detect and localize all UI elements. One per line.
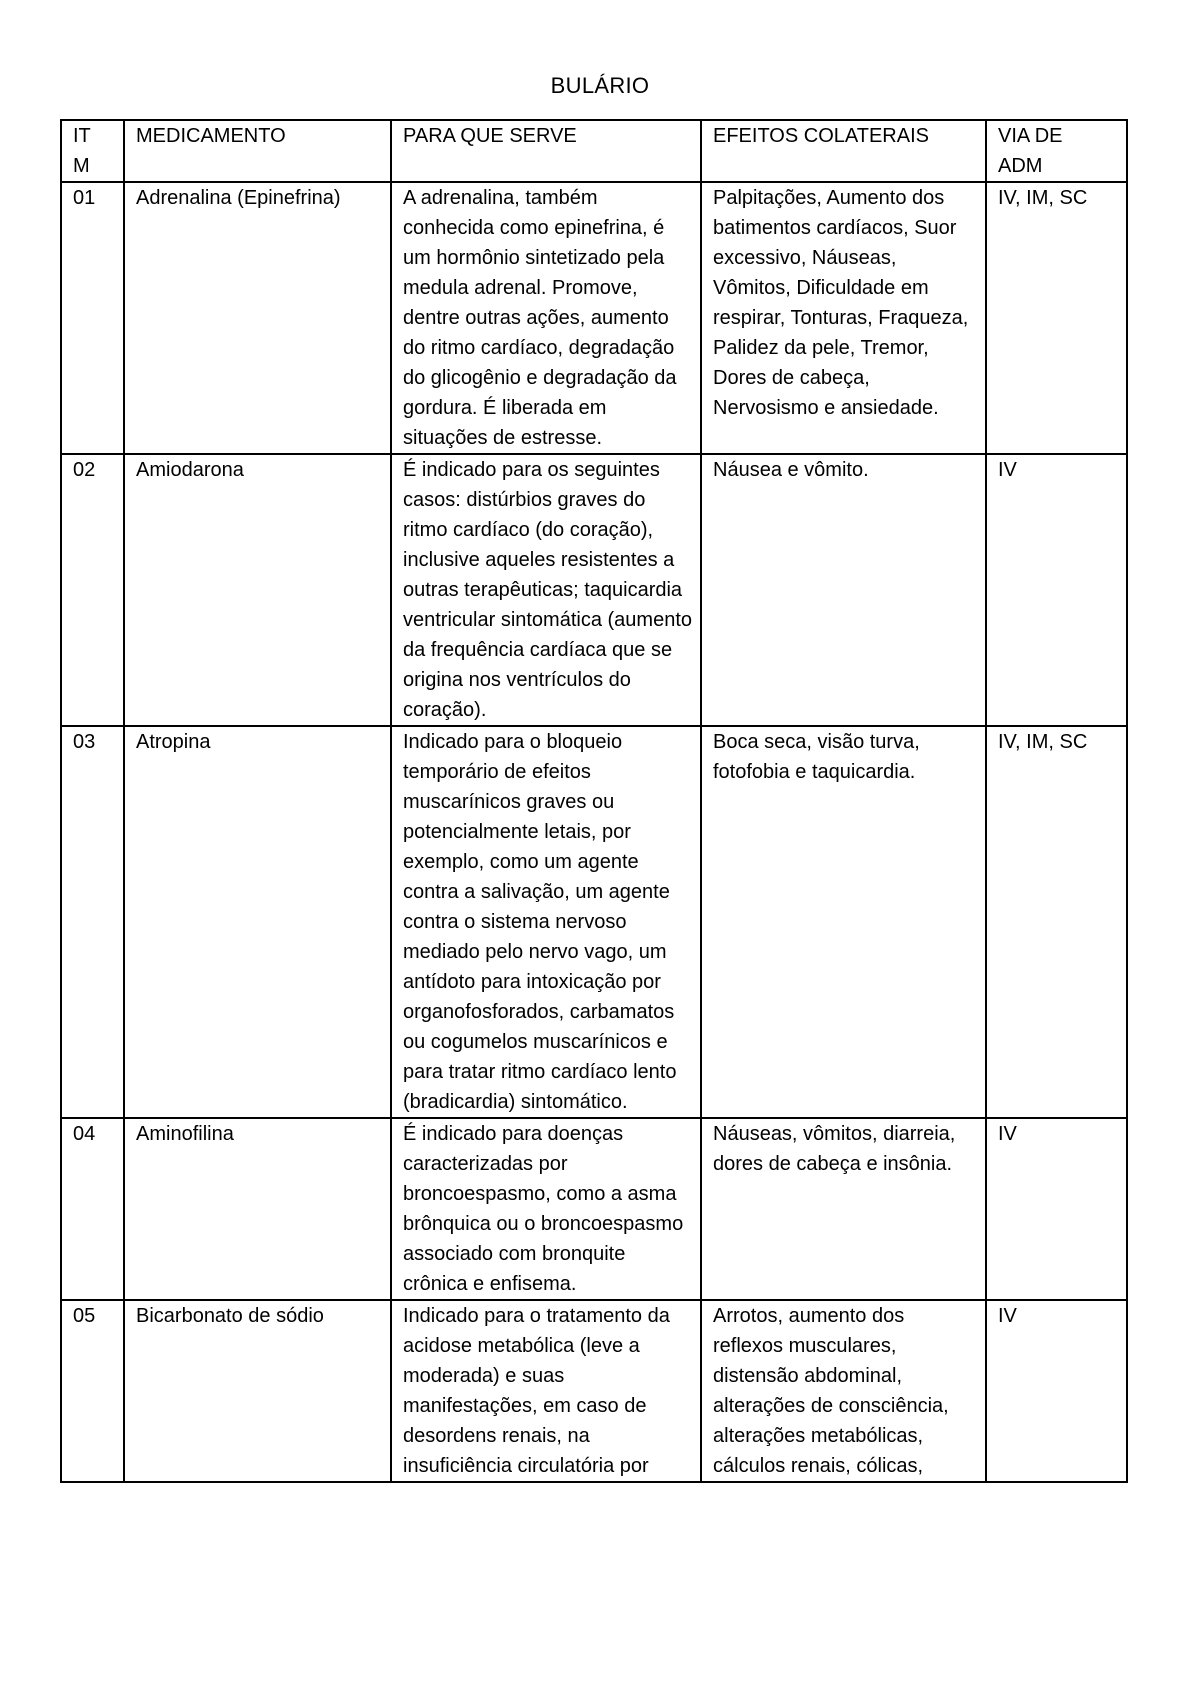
cell-medicamento: Atropina: [124, 726, 391, 1118]
cell-itm: 02: [61, 454, 124, 726]
cell-medicamento: Amiodarona: [124, 454, 391, 726]
cell-itm: 05: [61, 1300, 124, 1482]
table-row: [61, 182, 1127, 454]
cell-efeitos-colaterais: Náusea e vômito.: [701, 454, 986, 726]
cell-itm: 04: [61, 1118, 124, 1300]
page-title: BULÁRIO: [550, 73, 650, 98]
cell-efeitos-colaterais: Arrotos, aumento dos reflexos musculares, distensão abdominal, alterações de consciência, alterações metabólicas, cálculos renais, cólicas,: [701, 1300, 986, 1482]
cell-via: IV: [986, 454, 1127, 726]
cell-efeitos-colaterais: Boca seca, visão turva, fotofobia e taquicardia.: [701, 726, 986, 1118]
cell-itm: 03: [61, 726, 124, 1118]
cell-para-que-serve: A adrenalina, também conhecida como epinefrina, é um hormônio sintetizado pela medula adrenal. Promove, dentre outras ações, aumento do ritmo cardíaco, degradação do glicogênio e degradação da gordura. É liberada em situações de estresse.: [391, 182, 701, 454]
cell-para-que-serve: Indicado para o tratamento da acidose metabólica (leve a moderada) e suas manifestações, em caso de desordens renais, na insuficiência circulatória por: [391, 1300, 701, 1482]
medication-table: [60, 119, 1128, 1483]
cell-itm: 01: [61, 182, 124, 454]
cell-via: IV: [986, 1300, 1127, 1482]
cell-medicamento: Aminofilina: [124, 1118, 391, 1300]
header-para-que-serve: PARA QUE SERVE: [391, 120, 701, 182]
cell-efeitos-colaterais: Náuseas, vômitos, diarreia, dores de cabeça e insônia.: [701, 1118, 986, 1300]
table-row: [61, 1300, 1127, 1482]
cell-via: IV: [986, 1118, 1127, 1300]
cell-via: IV, IM, SC: [986, 182, 1127, 454]
cell-via: IV, IM, SC: [986, 726, 1127, 1118]
cell-medicamento: Bicarbonato de sódio: [124, 1300, 391, 1482]
cell-para-que-serve: Indicado para o bloqueio temporário de efeitos muscarínicos graves ou potencialmente letais, por exemplo, como um agente contra a salivação, um agente contra o sistema nervoso mediado pelo nervo vago, um antídoto para intoxicação por organofosforados, carbamatos ou cogumelos muscarínicos e para tratar ritmo cardíaco lento (bradicardia) sintomático.: [391, 726, 701, 1118]
cell-medicamento: Adrenalina (Epinefrina): [124, 182, 391, 454]
cell-efeitos-colaterais: Palpitações, Aumento dos batimentos cardíacos, Suor excessivo, Náuseas, Vômitos, Dificuldade em respirar, Tonturas, Fraqueza, Palidez da pele, Tremor, Dores de cabeça, Nervosismo e ansiedade.: [701, 182, 986, 454]
table-row: [61, 454, 1127, 726]
cell-para-que-serve: É indicado para doenças caracterizadas por broncoespasmo, como a asma brônquica ou o broncoespasmo associado com bronquite crônica e enfisema.: [391, 1118, 701, 1300]
header-itm: ITM: [61, 120, 124, 182]
cell-para-que-serve: É indicado para os seguintes casos: distúrbios graves do ritmo cardíaco (do coração), inclusive aqueles resistentes a outras terapêuticas; taquicardia ventricular sintomática (aumento da frequência cardíaca que se origina nos ventrículos do coração).: [391, 454, 701, 726]
table-row: [61, 1118, 1127, 1300]
table-row: [61, 726, 1127, 1118]
header-medicamento: MEDICAMENTO: [124, 120, 391, 182]
header-efeitos-colaterais: EFEITOS COLATERAIS: [701, 120, 986, 182]
table-header-row: [61, 120, 1127, 182]
header-via-de-adm: VIA DE ADM: [986, 120, 1127, 182]
